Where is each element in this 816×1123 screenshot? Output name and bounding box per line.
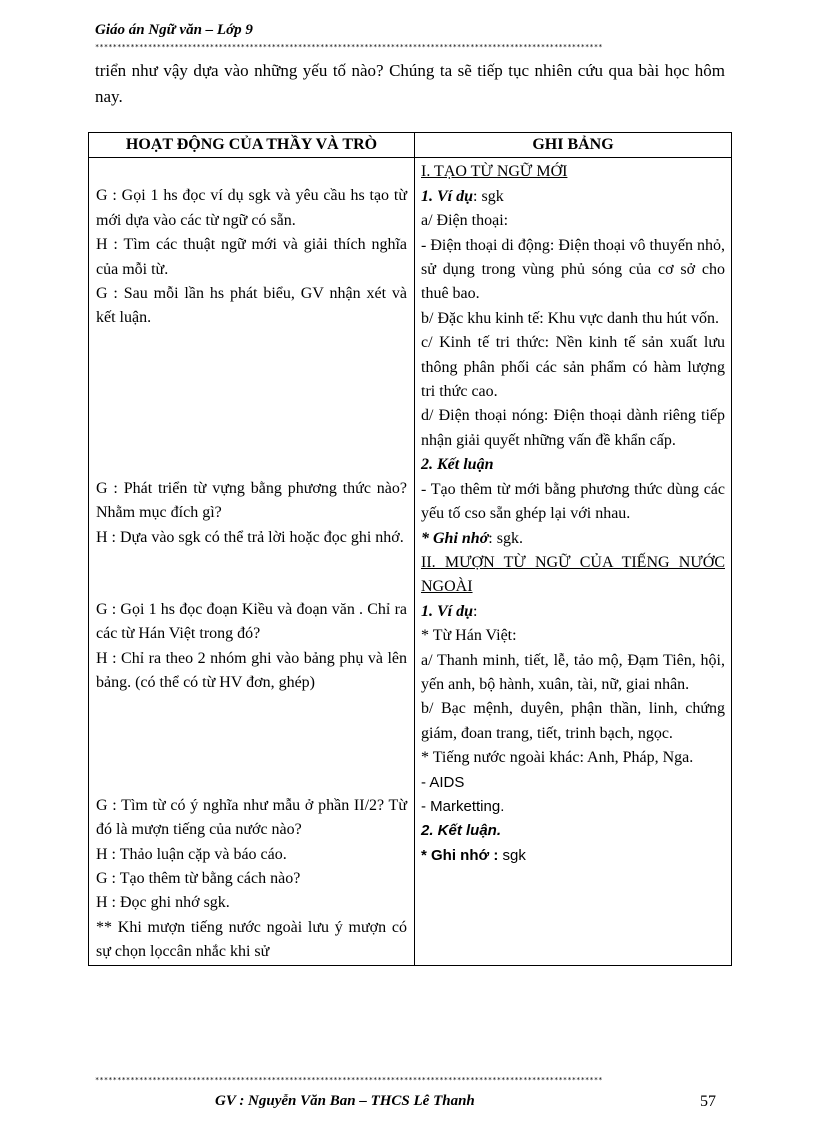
footer-author: GV : Nguyễn Văn Ban – THCS Lê Thanh [215, 1093, 475, 1109]
section-1-title: I. TẠO TỪ NGỮ MỚI [421, 163, 568, 181]
table-row [89, 158, 732, 965]
column-header-board: GHI BẢNG [415, 133, 732, 158]
note-2: * Ghi nhớ : sgk [421, 846, 526, 864]
activity-g5: G : Tìm từ có ý nghĩa như mẫu ở phần II/2? Từ đó là mượn tiếng của nước nào? [96, 796, 407, 839]
activities-cell [89, 158, 415, 965]
example-b-text: b/ Đặc khu kinh tế: Khu vực danh thu hút vốn. [421, 309, 719, 327]
footer-separator: ******************************************************************************************************************* [95, 1076, 603, 1084]
lesson-table [88, 132, 732, 966]
activity-h2: H : Dựa vào sgk có thể trả lời hoặc đọc ghi nhớ. [96, 528, 404, 546]
example-a-text: - Điện thoại di động: Điện thoại vô thuyến nhỏ, sử dụng trong vùng phủ sóng của cơ sở cho thuê bao. [421, 236, 725, 303]
activity-g3: G : Phát triển từ vựng bằng phương thức nào? Nhằm mục đích gì? [96, 479, 407, 522]
conclusion-2-title: 2. Kết luận. [421, 822, 502, 840]
activity-g4: G : Gọi 1 hs đọc đoạn Kiều và đoạn văn . Chỉ ra các từ Hán Việt trong đó? [96, 601, 407, 643]
conclusion-1-title: 2. Kết luận [421, 456, 494, 474]
example-c-text: c/ Kinh tế tri thức: Nền kinh tế sản xuất lưu thông phân phối các sản phẩm có hàm lượng tri thức cao. [421, 334, 725, 401]
intro-paragraph: triển như vậy dựa vào những yếu tố nào? Chúng ta sẽ tiếp tục nhiên cứu qua bài học hôm nay. [95, 61, 725, 106]
example-a-heading: a/ Điện thoại: [421, 212, 509, 230]
spacer [96, 550, 407, 598]
column-header-activities: HOẠT ĐỘNG CỦA THẦY VÀ TRÒ [89, 133, 415, 158]
spacer [96, 331, 407, 477]
word-marketting: - Marketting. [421, 797, 505, 815]
foreign-words: * Tiếng nước ngoài khác: Anh, Pháp, Nga. [421, 749, 694, 767]
word-aids: - AIDS [421, 773, 465, 791]
han-viet-b: b/ Bạc mệnh, duyên, phận thần, linh, chứng giám, đoan trang, tiết, trinh bạch, ngọc. [421, 700, 725, 742]
activity-h4: H : Thảo luận cặp và báo cáo. [96, 845, 287, 863]
activity-g1: G : Gọi 1 hs đọc ví dụ sgk và yêu cầu hs tạo từ mới dựa vào các từ ngữ có sẵn. [96, 187, 407, 229]
activity-h5: H : Đọc ghi nhớ sgk. [96, 894, 230, 912]
activity-g2: G : Sau mỗi lần hs phát biểu, GV nhận xét và kết luận. [96, 285, 407, 327]
activity-h1: H : Tìm các thuật ngữ mới và giải thích nghĩa của mỗi từ. [96, 236, 407, 278]
board-cell [415, 158, 732, 965]
activity-g6: G : Tạo thêm từ bằng cách nào? [96, 869, 301, 887]
note-1: * Ghi nhớ: sgk. [421, 529, 523, 547]
activity-note: ** Khi mượn tiếng nước ngoài lưu ý mượn có sự chọn lọccân nhắc khi sử [96, 918, 407, 961]
table-header-row [89, 133, 732, 158]
example-d-text: d/ Điện thoại nóng: Điện thoại dành riêng tiếp nhận giải quyết những vấn đề khẩn cấp. [421, 407, 725, 449]
han-viet-a: a/ Thanh minh, tiết, lễ, tảo mộ, Đạm Tiên, hội, yến anh, bộ hành, xuân, tài, nữ, giai nhân. [421, 651, 725, 693]
header-separator: ******************************************************************************************************************* [95, 43, 603, 51]
conclusion-1-text: - Tạo thêm từ mới bằng phương thức dùng các yếu tố cso sẵn ghép lại với nhau. [421, 480, 725, 523]
spacer [96, 696, 407, 794]
section-2-title: II. MƯỢN TỪ NGỮ CỦA TIẾNG NƯỚC NGOÀI [421, 553, 725, 596]
header-title: Giáo án Ngữ văn – Lớp 9 [95, 22, 253, 38]
section-1-example: 1. Ví dụ: sgk [421, 187, 504, 205]
page-number: 57 [700, 1093, 716, 1110]
spacer [96, 160, 407, 184]
activity-h3: H : Chỉ ra theo 2 nhóm ghi vào bảng phụ và lên bảng. (có thể có từ HV đơn, ghép) [96, 649, 407, 692]
section-2-example: 1. Ví dụ: [421, 602, 478, 620]
han-viet-heading: * Từ Hán Việt: [421, 627, 517, 645]
